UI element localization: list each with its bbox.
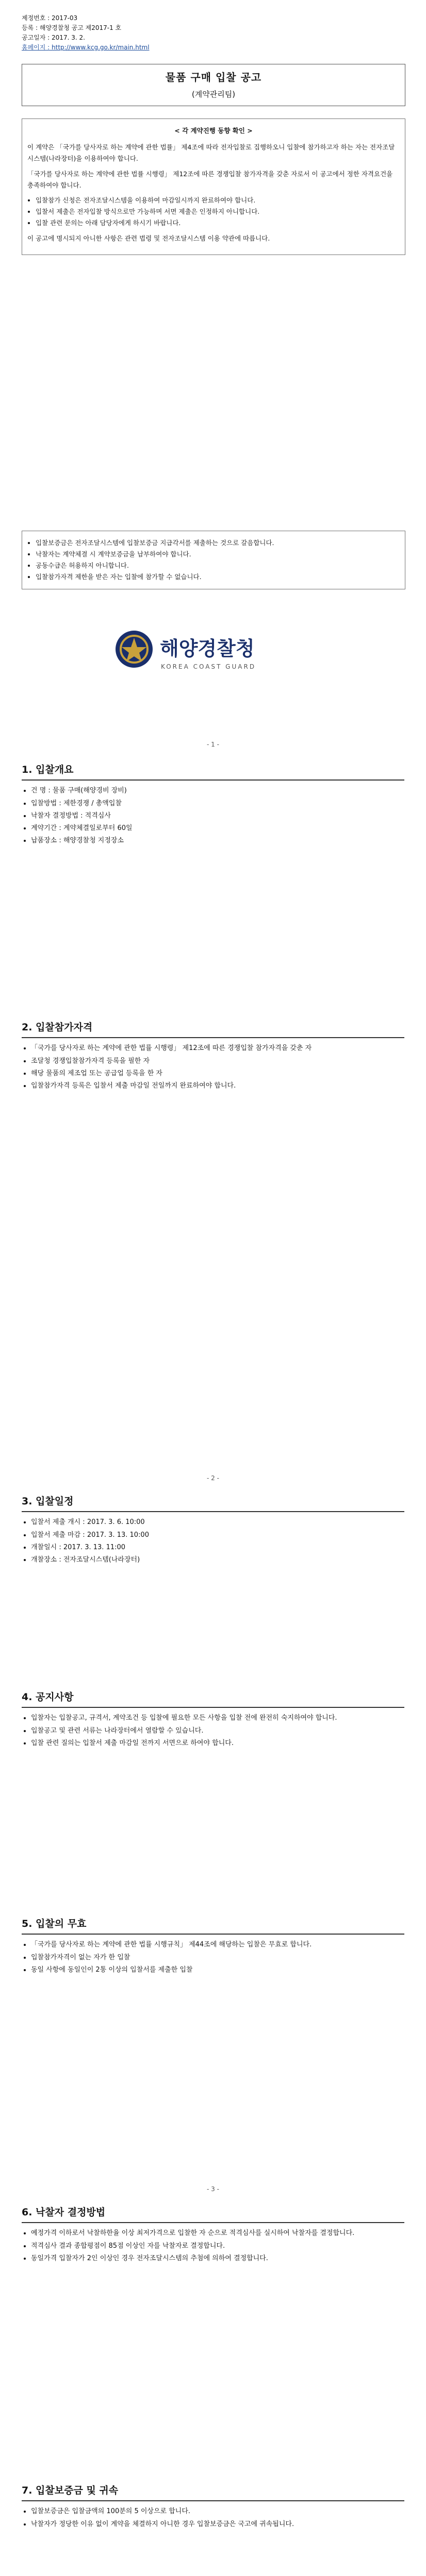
- section-overview: [22, 762, 404, 848]
- section-item: • 입찰보증금은 입찰금액의 100분의 5 이상으로 합니다.: [31, 2506, 404, 2517]
- section-item: • 해당 물품의 제조업 또는 공급업 등록을 한 자: [31, 1069, 404, 1079]
- section-item: • 개찰일시 : 2017. 3. 13. 11:00: [31, 1543, 404, 1553]
- meta-line: 등록 : 해양경찰청 공고 제2017-1 호: [22, 24, 122, 31]
- meta-line: 제정번호 : 2017-03: [22, 14, 78, 22]
- section-item: • 입찰서 제출 마감 : 2017. 3. 13. 10:00: [31, 1530, 404, 1540]
- notice-item: • 공동수급은 허용하지 아니합니다.: [36, 560, 400, 571]
- notice-paragraph: 이 계약은 「국가를 당사자로 하는 계약에 관한 법률」 제4조에 따라 전자입찰로 집행하오니 입찰에 참가하고자 하는 자는 전자조달시스템(나라장터)을 이용하여야 합니다.: [27, 143, 395, 162]
- section-heading: 2. 입찰참가자격: [22, 1020, 404, 1038]
- agency-logo: [113, 613, 315, 685]
- section-item: • 적격심사 결과 종합평점이 85점 이상인 자를 낙찰자로 결정합니다.: [31, 2241, 404, 2251]
- doc-title: 물품 구매 입찰 공고: [165, 71, 262, 83]
- section-schedule: [22, 1494, 404, 1567]
- notice-item: • 입찰서 제출은 전자입찰 방식으로만 가능하며 서면 제출은 인정하지 아니합니다.: [36, 206, 400, 217]
- notice-tail: 이 공고에 명시되지 아니한 사항은 관련 법령 및 전자조달시스템 이용 약관에 따릅니다.: [27, 234, 270, 242]
- notice-item: • 입찰 관련 문의는 아래 담당자에게 하시기 바랍니다.: [36, 217, 400, 229]
- section-item: • 입찰서 제출 개시 : 2017. 3. 6. 10:00: [31, 1517, 404, 1528]
- section-item: • 입찰자는 입찰공고, 규격서, 계약조건 등 입찰에 필요한 모든 사항을 입찰 전에 완전히 숙지하여야 합니다.: [31, 1713, 404, 1723]
- notice-head: < 각 계약진행 동향 확인 >: [174, 127, 253, 134]
- section-item: • 입찰공고 및 관련 서류는 나라장터에서 열람할 수 있습니다.: [31, 1726, 404, 1736]
- page-number: - 2 -: [207, 1475, 219, 1482]
- notice-list: [27, 195, 400, 229]
- section-item: • 입찰방법 : 제한경쟁 / 총액입찰: [31, 799, 404, 809]
- notice-item: • 입찰보증금은 전자조달시스템에 입찰보증금 지급각서를 제출하는 것으로 갈음합니다.: [36, 537, 400, 549]
- section-heading: 5. 입찰의 무효: [22, 1917, 404, 1935]
- section-item: • 예정가격 이하로서 낙찰하한율 이상 최저가격으로 입찰한 자 순으로 적격심사를 실시하여 낙찰자를 결정합니다.: [31, 2228, 404, 2239]
- section-item: • 납품장소 : 해양경찰청 지정장소: [31, 836, 404, 846]
- doc-subtitle: (계약관리팀): [191, 90, 236, 99]
- notice-paragraph: 「국가를 당사자로 하는 계약에 관한 법률 시행령」 제12조에 따른 경쟁입찰 참가자격을 갖춘 자로서 이 공고에서 정한 자격요건을 충족하여야 합니다.: [27, 170, 393, 189]
- section-item: • 입찰참가자격 등록은 입찰서 제출 마감일 전일까지 완료하여야 합니다.: [31, 1081, 404, 1091]
- section-award: [22, 2205, 404, 2266]
- section-item: • 「국가를 당사자로 하는 계약에 관한 법률 시행령」 제12조에 따른 경쟁입찰 참가자격을 갖춘 자: [31, 1043, 404, 1054]
- logo-subtext: KOREA COAST GUARD: [161, 663, 256, 670]
- section-invalid-bids: [22, 1917, 404, 1977]
- logo-text: 해양경찰청: [160, 637, 255, 660]
- section-heading: 3. 입찰일정: [22, 1494, 404, 1512]
- section-item: • 건 명 : 물품 구매(해양경비 장비): [31, 786, 404, 796]
- notice-box: [22, 118, 405, 255]
- section-heading: 6. 낙찰자 결정방법: [22, 2205, 404, 2223]
- section-notices: [22, 1690, 404, 1751]
- section-item: • 입찰참가자격이 없는 자가 한 입찰: [31, 1953, 404, 1963]
- page-number: - 3 -: [207, 2185, 219, 2193]
- notice-item: • 입찰참가자격 제한을 받은 자는 입찰에 참가할 수 없습니다.: [36, 571, 400, 583]
- section-item: • 동일 사항에 동일인이 2통 이상의 입찰서를 제출한 입찰: [31, 1965, 404, 1975]
- page-number: - 1 -: [207, 741, 219, 748]
- notice-list-2: [27, 537, 400, 583]
- notice-box-2: [22, 531, 405, 589]
- section-item: • 입찰 관련 질의는 입찰서 제출 마감일 전까지 서면으로 하여야 합니다.: [31, 1738, 404, 1749]
- notice-item: • 낙찰자는 계약체결 시 계약보증금을 납부하여야 합니다.: [36, 549, 400, 560]
- section-heading: 4. 공지사항: [22, 1690, 404, 1708]
- section-eligibility: [22, 1020, 404, 1093]
- section-bond: [22, 2483, 404, 2532]
- section-item: • 「국가를 당사자로 하는 계약에 관한 법률 시행규칙」 제44조에 해당하는 입찰은 무효로 합니다.: [31, 1940, 404, 1950]
- section-item: • 낙찰자 결정방법 : 적격심사: [31, 811, 404, 821]
- section-item: • 조달청 경쟁입찰참가자격 등록을 필한 자: [31, 1056, 404, 1066]
- notice-item: • 입찰참가 신청은 전자조달시스템을 이용하여 마감일시까지 완료하여야 합니다.: [36, 195, 400, 206]
- emblem-icon: [116, 631, 153, 668]
- section-item: • 계약기간 : 계약체결일로부터 60일: [31, 823, 404, 834]
- section-heading: 7. 입찰보증금 및 귀속: [22, 2483, 404, 2501]
- section-item: • 낙찰자가 정당한 이유 없이 계약을 체결하지 아니한 경우 입찰보증금은 국고에 귀속됩니다.: [31, 2519, 404, 2530]
- meta-line[interactable]: 홈페이지 : http://www.kcg.go.kr/main.html: [22, 44, 150, 51]
- doc-meta: [22, 13, 150, 53]
- section-heading: 1. 입찰개요: [22, 762, 404, 781]
- section-item: • 개찰장소 : 전자조달시스템(나라장터): [31, 1555, 404, 1565]
- meta-line: 공고일자 : 2017. 3. 2.: [22, 34, 85, 41]
- title-box: [22, 64, 405, 106]
- section-item: • 동일가격 입찰자가 2인 이상인 경우 전자조달시스템의 추첨에 의하여 결정합니다.: [31, 2253, 404, 2264]
